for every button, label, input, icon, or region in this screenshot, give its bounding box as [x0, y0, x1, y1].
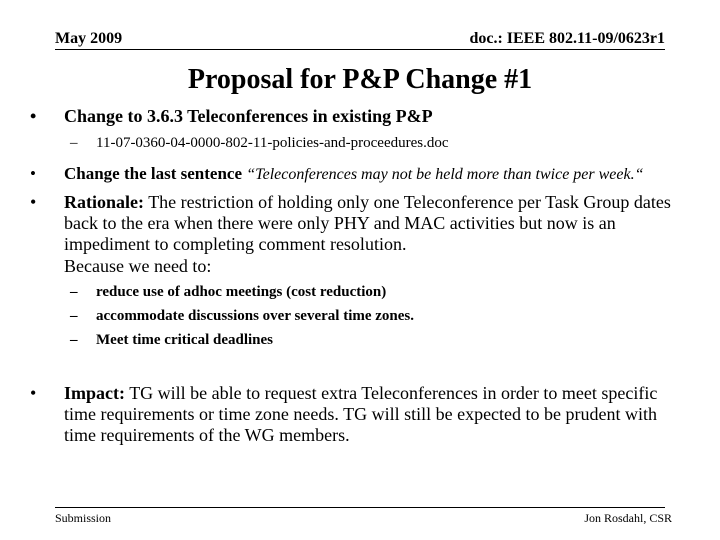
- bullet-rationale-text: The restriction of holding only one Teleconference per Task Group dates back to the era when there were only PHY and MAC activities but now is an impediment to completing comment resolution.: [64, 192, 671, 254]
- bullet-dot: •: [30, 383, 37, 403]
- sub-bullet-deadlines: [30, 331, 680, 349]
- sub-bullet-accommodate-text: accommodate discussions over several time zones.: [96, 308, 415, 324]
- sub-bullet-reduce: [30, 283, 680, 301]
- header-date: May 2009: [55, 30, 123, 47]
- sub-bullet-dash: –: [70, 332, 78, 348]
- bullet-rationale: [30, 192, 680, 277]
- bullet-dot: •: [30, 106, 37, 126]
- bullet-impact: [30, 383, 680, 446]
- sub-bullet-accommodate: [30, 307, 680, 325]
- bullet-last-sentence-bold: Change the last sentence: [64, 164, 243, 183]
- bullet-rationale-label: Rationale:: [64, 192, 144, 212]
- footer-submission: Submission: [55, 511, 112, 525]
- sub-bullet-doc: [30, 134, 680, 152]
- footer-author: Jon Rosdahl, CSR: [584, 511, 672, 525]
- bullet-change: [30, 106, 680, 127]
- slide-title: Proposal for P&P Change #1: [187, 64, 533, 95]
- bullet-rationale-text2: Because we need to:: [64, 256, 212, 276]
- bullet-impact-text: TG will be able to request extra Teleconferences in order to meet specific time requirements or time zone needs. TG will still be expected to be prudent with time requirements of the WG members.: [64, 383, 658, 445]
- header-doc-id: doc.: IEEE 802.11-09/0623r1: [469, 30, 665, 47]
- sub-bullet-dash: –: [70, 135, 78, 151]
- sub-bullet-dash: –: [70, 284, 78, 300]
- sub-bullet-deadlines-text: Meet time critical deadlines: [96, 332, 274, 348]
- bullet-impact-label: Impact:: [64, 383, 125, 403]
- bullet-last-sentence: [30, 164, 680, 184]
- sub-bullet-reduce-text: reduce use of adhoc meetings (cost reduction): [96, 284, 387, 300]
- sub-bullet-dash: –: [70, 308, 78, 324]
- bullet-change-text: Change to 3.6.3 Teleconferences in existing P&P: [64, 106, 433, 126]
- sub-bullet-doc-text: 11-07-0360-04-0000-802-11-policies-and-proceedures.doc: [96, 135, 449, 151]
- slide-body: [30, 106, 680, 446]
- bullet-dot: •: [30, 164, 36, 183]
- bullet-dot: •: [30, 192, 37, 212]
- header-rule: [55, 49, 665, 50]
- footer-rule: [55, 507, 665, 508]
- bullet-last-sentence-quote: “Teleconferences may not be held more than twice per week.“: [246, 166, 644, 183]
